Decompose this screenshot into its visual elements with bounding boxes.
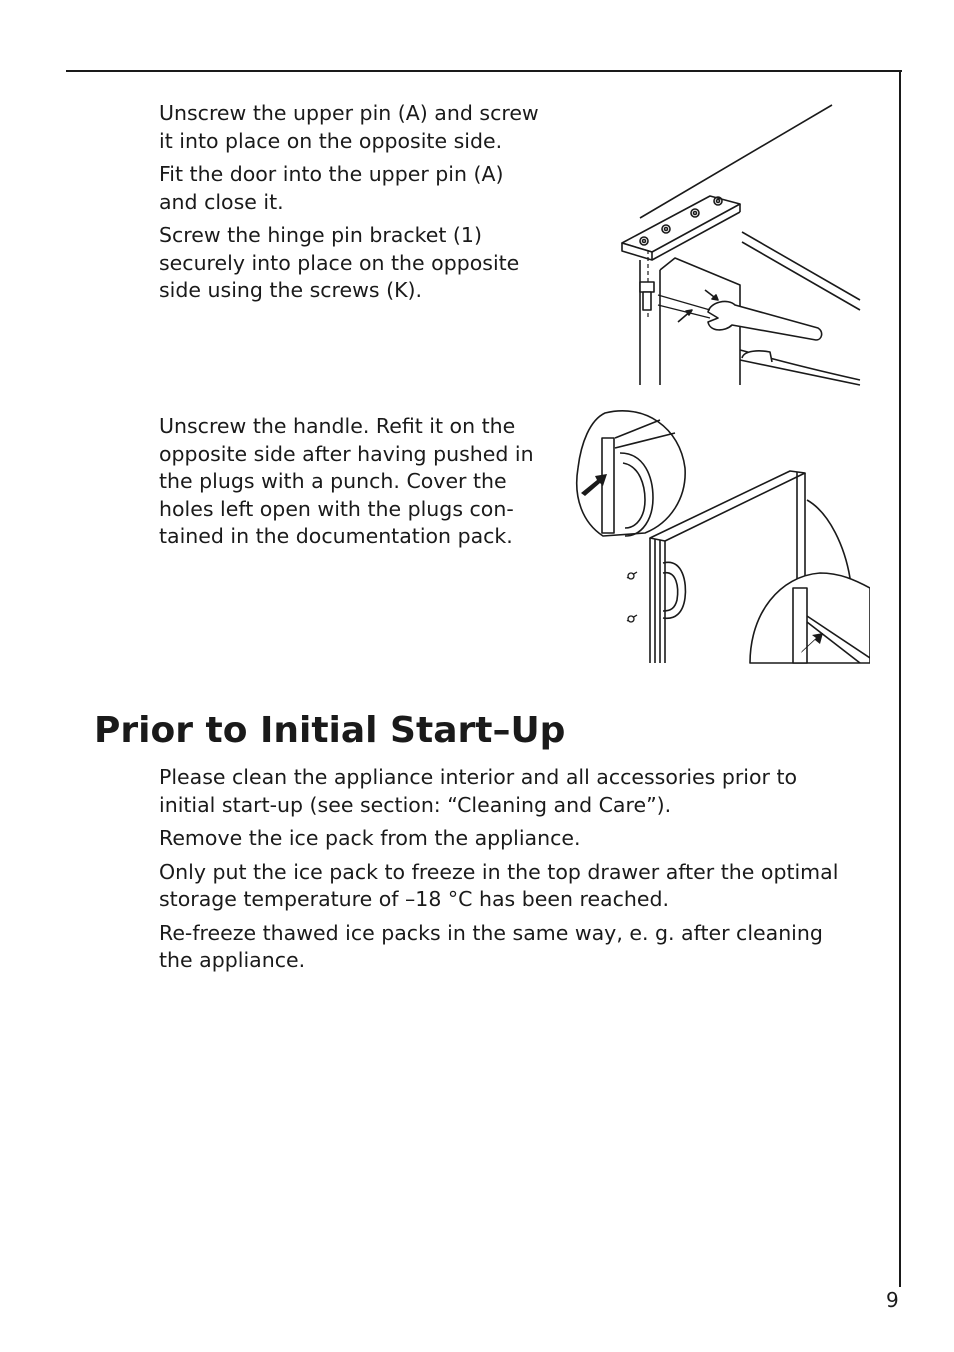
instruction-paragraph: Re-freeze thawed ice packs in the same way, e. g. after cleaning the appliance. — [159, 920, 823, 972]
instruction-paragraph: Unscrew the handle. Refit it on the opposite side after having pushed in the plugs with a punch. Cover the holes left open with the plugs con-tained in the documentation pack. — [159, 414, 534, 548]
start-up-instructions — [159, 764, 859, 981]
door-handle-illustration — [575, 408, 870, 666]
right-margin-rule — [899, 70, 901, 1287]
top-rule — [66, 70, 902, 72]
instruction-paragraph: Screw the hinge pin bracket (1) securely into place on the opposite side using the screws (K). — [159, 223, 520, 302]
instruction-paragraph: Unscrew the upper pin (A) and screw it into place on the opposite side. — [159, 101, 539, 153]
section-heading: Prior to Initial Start–Up — [94, 710, 566, 751]
instruction-paragraph: Fit the door into the upper pin (A) and close it. — [159, 162, 504, 214]
instruction-paragraph: Remove the ice pack from the appliance. — [159, 826, 581, 850]
hinge-instructions — [159, 100, 539, 311]
hinge-pin-illustration — [560, 100, 870, 390]
handle-instructions — [159, 413, 539, 557]
page-number: 9 — [886, 1288, 899, 1312]
instruction-paragraph: Only put the ice pack to freeze in the top drawer after the optimal storage temperature of –18 °C has been reached. — [159, 859, 839, 911]
instruction-paragraph: Please clean the appliance interior and all accessories prior to initial start-up (see section: “Cleaning and Care”). — [159, 765, 798, 817]
